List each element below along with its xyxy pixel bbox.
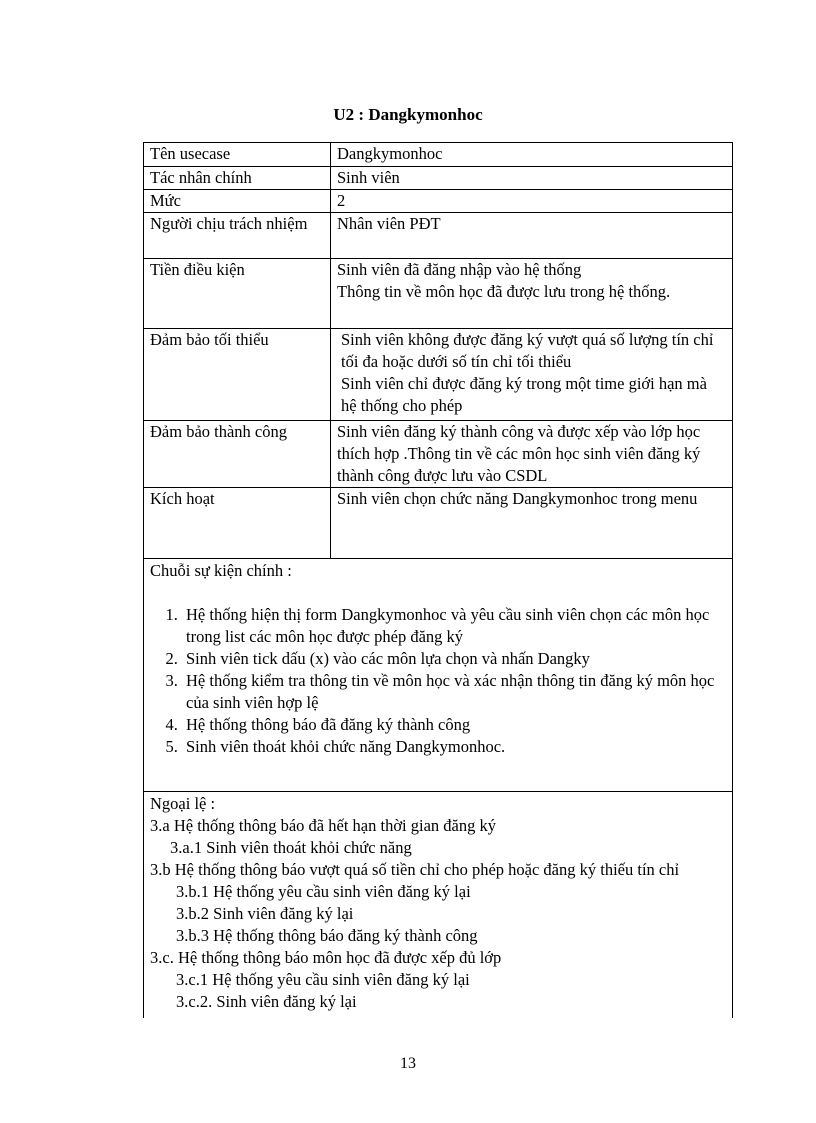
table-row bbox=[144, 167, 733, 190]
main-flow-list bbox=[150, 604, 726, 758]
value-text: 2 bbox=[337, 191, 346, 210]
row-value bbox=[331, 488, 733, 559]
list-item: 3. Hệ thống kiểm tra thông tin về môn học và xác nhận thông tin đăng ký môn học của sinh viên hợp lệ bbox=[182, 670, 726, 714]
row-value bbox=[331, 167, 733, 190]
row-label: Kích hoạt bbox=[144, 488, 331, 559]
usecase-table bbox=[143, 142, 733, 1018]
exception-line: 3.a Hệ thống thông báo đã hết hạn thời gian đăng ký bbox=[150, 816, 496, 835]
row-label: Tác nhân chính bbox=[144, 167, 331, 190]
value-text: Sinh viên đăng ký thành công và được xếp vào lớp học thích hợp .Thông tin về các môn học sinh viên đăng ký thành công được lưu vào CSDL bbox=[337, 422, 701, 485]
table-row bbox=[144, 259, 733, 329]
value-text: Sinh viên chỉ được đăng ký trong một time giới hạn mà hệ thống cho phép bbox=[341, 374, 707, 415]
page-number: 13 bbox=[400, 1055, 416, 1072]
row-label: Tiền điều kiện bbox=[144, 259, 331, 329]
value-text: Thông tin về môn học đã được lưu trong hệ thống. bbox=[337, 282, 671, 301]
exceptions-heading: Ngoại lệ : bbox=[150, 794, 216, 813]
value-text: Sinh viên chọn chức năng Dangkymonhoc trong menu bbox=[337, 489, 698, 508]
row-value bbox=[331, 329, 733, 421]
row-value bbox=[331, 190, 733, 213]
exception-line: 3.c.1 Hệ thống yêu cầu sinh viên đăng ký lại bbox=[176, 970, 470, 989]
value-text: Sinh viên bbox=[337, 168, 400, 187]
list-item: 5. Sinh viên thoát khỏi chức năng Dangkymonhoc. bbox=[182, 736, 726, 758]
row-label: Đảm bảo thành công bbox=[144, 421, 331, 488]
exception-line: 3.b.1 Hệ thống yêu cầu sinh viên đăng ký lại bbox=[176, 882, 471, 901]
exception-line: 3.c. Hệ thống thông báo môn học đã được xếp đủ lớp bbox=[150, 948, 502, 967]
exception-line: 3.a.1 Sinh viên thoát khỏi chức năng bbox=[170, 838, 412, 857]
table-row bbox=[144, 213, 733, 259]
table-row bbox=[144, 488, 733, 559]
value-text: Nhân viên PĐT bbox=[337, 214, 441, 233]
list-item: 4. Hệ thống thông báo đã đăng ký thành công bbox=[182, 714, 726, 736]
exception-line: 3.b.3 Hệ thống thông báo đăng ký thành công bbox=[176, 926, 478, 945]
table-row bbox=[144, 421, 733, 488]
row-label: Mức bbox=[144, 190, 331, 213]
exception-line: 3.c.2. Sinh viên đăng ký lại bbox=[176, 992, 357, 1011]
exception-line: 3.b Hệ thống thông báo vượt quá số tiền chỉ cho phép hoặc đăng ký thiếu tín chỉ bbox=[150, 860, 680, 879]
row-value bbox=[331, 213, 733, 259]
row-value bbox=[331, 143, 733, 167]
exceptions-cell bbox=[144, 792, 733, 1019]
list-item: 1. Hệ thống hiện thị form Dangkymonhoc và yêu cầu sinh viên chọn các môn học trong list các môn học được phép đăng ký bbox=[182, 604, 726, 648]
exception-line: 3.b.2 Sinh viên đăng ký lại bbox=[176, 904, 354, 923]
value-text: Sinh viên không được đăng ký vượt quá số lượng tín chỉ tối đa hoặc dưới số tín chỉ tối thiểu bbox=[341, 330, 714, 371]
table-row bbox=[144, 143, 733, 167]
row-label: Tên usecase bbox=[144, 143, 331, 167]
table-row bbox=[144, 559, 733, 792]
row-label: Đảm bảo tối thiểu bbox=[144, 329, 331, 421]
table-row bbox=[144, 190, 733, 213]
row-value bbox=[331, 421, 733, 488]
row-label: Người chịu trách nhiệm bbox=[144, 213, 331, 259]
page-title: U2 : Dangkymonhoc bbox=[333, 105, 483, 124]
row-value bbox=[331, 259, 733, 329]
value-text: Sinh viên đã đăng nhập vào hệ thống bbox=[337, 260, 582, 279]
list-item: 2. Sinh viên tick dấu (x) vào các môn lựa chọn và nhấn Dangky bbox=[182, 648, 726, 670]
main-flow-heading: Chuỗi sự kiện chính : bbox=[150, 561, 292, 580]
value-text: Dangkymonhoc bbox=[337, 144, 443, 163]
main-flow-cell bbox=[144, 559, 733, 792]
table-row bbox=[144, 329, 733, 421]
table-row bbox=[144, 792, 733, 1019]
